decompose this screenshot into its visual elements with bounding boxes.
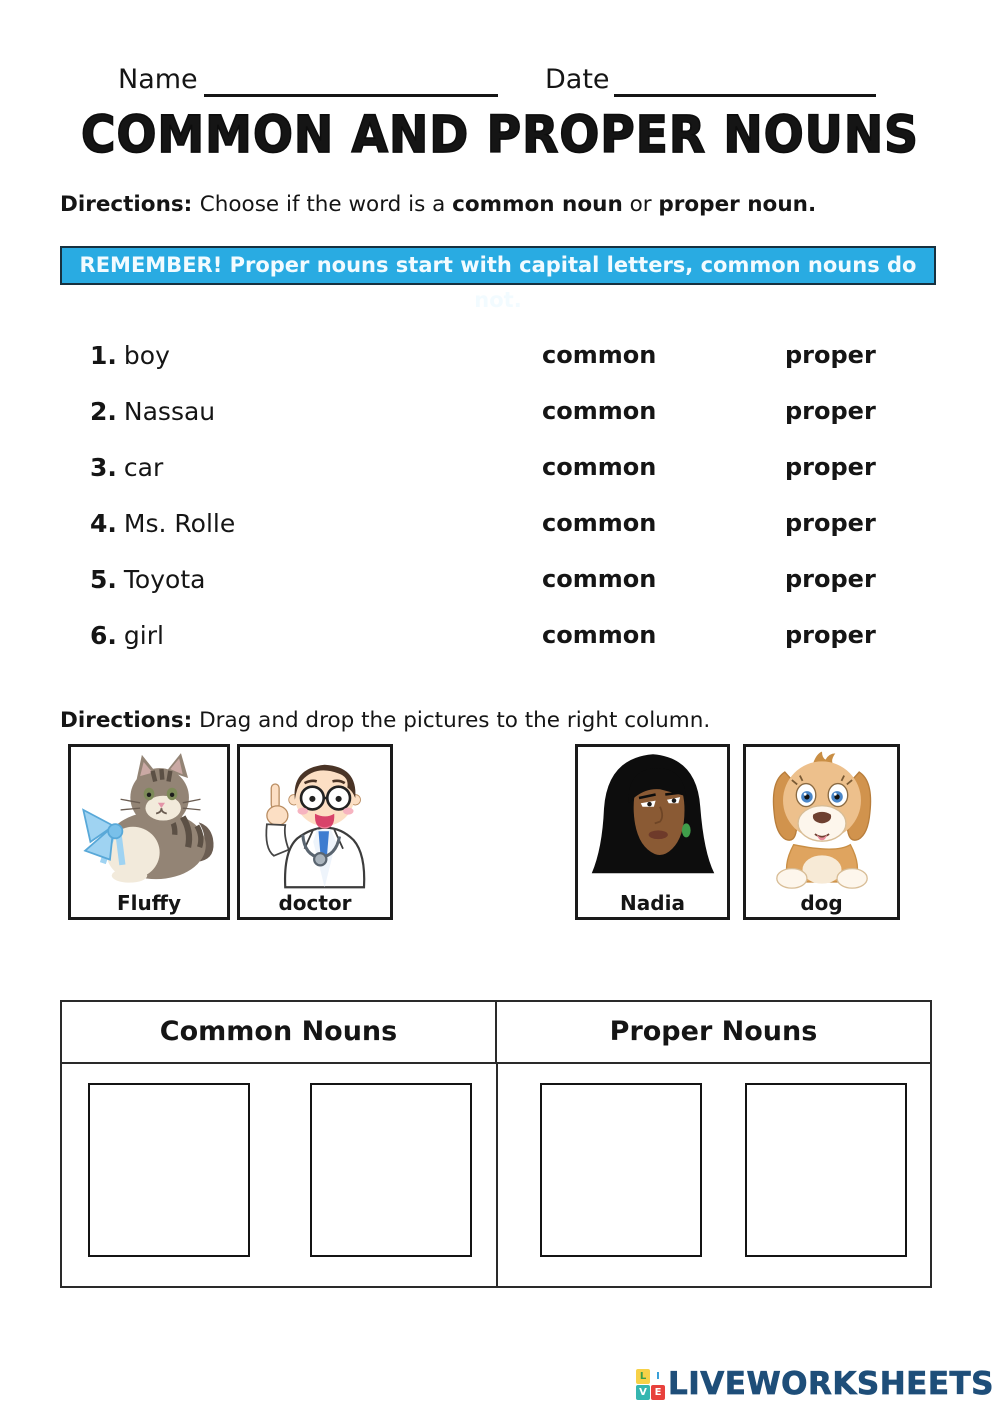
name-blank-line[interactable] xyxy=(204,94,498,97)
quiz-row xyxy=(90,341,882,381)
doctor-illustration xyxy=(245,749,385,889)
directions-label: Directions: xyxy=(60,708,193,733)
dropzone-common-2[interactable] xyxy=(310,1083,472,1257)
card-label: Nadia xyxy=(620,891,685,915)
column-header-common-nouns: Common Nouns xyxy=(62,1002,497,1062)
item-number: 6. xyxy=(90,621,117,650)
item-word: Ms. Rolle xyxy=(123,509,236,538)
date-label: Date xyxy=(545,64,610,95)
cat-illustration xyxy=(78,749,220,885)
item-word: boy xyxy=(123,341,170,370)
option-proper[interactable]: proper xyxy=(785,453,876,481)
option-common[interactable]: common xyxy=(542,509,657,537)
option-common[interactable]: common xyxy=(542,621,657,649)
option-common[interactable]: common xyxy=(542,453,657,481)
logo-tile-v: V xyxy=(636,1385,650,1400)
name-label: Name xyxy=(118,64,198,95)
quiz-row xyxy=(90,453,882,493)
card-label: doctor xyxy=(278,891,352,915)
option-proper[interactable]: proper xyxy=(785,509,876,537)
dropzone-proper-1[interactable] xyxy=(540,1083,702,1257)
directions-choose: Directions: Choose if the word is a common noun or proper noun. xyxy=(60,192,817,217)
card-label: dog xyxy=(800,891,843,915)
page-title: COMMON AND PROPER NOUNS xyxy=(80,105,920,166)
card-label: Fluffy xyxy=(117,891,181,915)
drag-card-dog[interactable] xyxy=(743,744,900,920)
drag-card-doctor[interactable] xyxy=(237,744,393,920)
directions-drag: Directions: Drag and drop the pictures to the right column. xyxy=(60,708,711,733)
column-divider xyxy=(496,1064,498,1286)
option-proper[interactable]: proper xyxy=(785,621,876,649)
dropzone-common-1[interactable] xyxy=(88,1083,250,1257)
item-number: 3. xyxy=(90,453,117,482)
logo-tile-i: I xyxy=(651,1369,665,1384)
date-blank-line[interactable] xyxy=(614,94,876,97)
reminder-banner: REMEMBER! Proper nouns start with capital letters, common nouns do not. xyxy=(60,246,936,285)
option-common[interactable]: common xyxy=(542,341,657,369)
item-number: 2. xyxy=(90,397,117,426)
option-proper[interactable]: proper xyxy=(785,397,876,425)
item-word: Nassau xyxy=(123,397,216,426)
item-word: Toyota xyxy=(123,565,206,594)
item-number: 1. xyxy=(90,341,117,370)
logo-tile-l: L xyxy=(636,1369,650,1384)
drag-card-fluffy[interactable] xyxy=(68,744,230,920)
option-proper[interactable]: proper xyxy=(785,565,876,593)
liveworksheets-logo-icon xyxy=(636,1369,665,1400)
directions-label: Directions xyxy=(60,192,184,217)
item-word: car xyxy=(123,453,164,482)
logo-tile-e: E xyxy=(651,1385,665,1400)
item-number: 4. xyxy=(90,509,117,538)
item-number: 5. xyxy=(90,565,117,594)
column-header-proper-nouns: Proper Nouns xyxy=(609,1016,818,1047)
quiz-row xyxy=(90,621,882,661)
sorting-table-header xyxy=(62,1002,930,1064)
option-proper[interactable]: proper xyxy=(785,341,876,369)
woman-illustration xyxy=(583,749,723,889)
drag-card-nadia[interactable] xyxy=(575,744,730,920)
quiz-row xyxy=(90,397,882,437)
option-common[interactable]: common xyxy=(542,397,657,425)
liveworksheets-logo[interactable] xyxy=(636,1366,994,1402)
item-word: girl xyxy=(123,621,164,650)
brand-wordmark: LIVEWORKSHEETS xyxy=(668,1366,994,1402)
option-common[interactable]: common xyxy=(542,565,657,593)
quiz-row xyxy=(90,565,882,605)
puppy-illustration xyxy=(751,749,893,889)
quiz-row xyxy=(90,509,882,549)
dropzone-proper-2[interactable] xyxy=(745,1083,907,1257)
